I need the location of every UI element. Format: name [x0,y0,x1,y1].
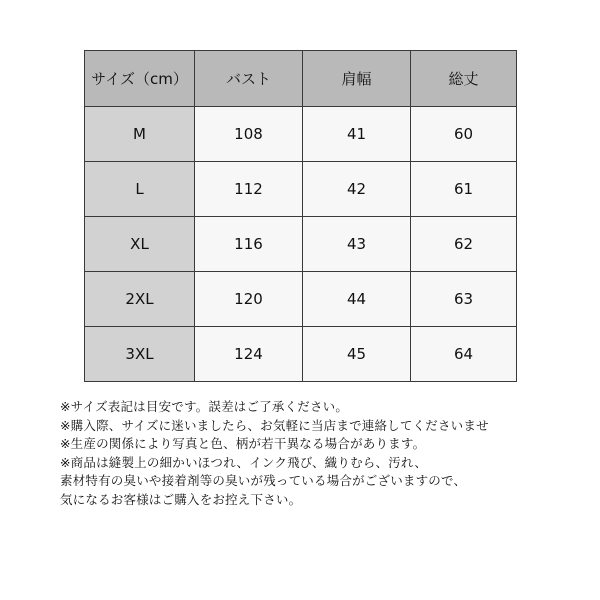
note-line: 気になるお客様はご購入をお控え下さい。 [60,491,302,507]
note-line: ※購入際、サイズに迷いましたら、お気軽に当店まで連絡してくださいませ [60,417,489,433]
header-bust: バスト [195,51,303,107]
shoulder-cell: 43 [303,217,411,272]
shoulder-cell: 44 [303,272,411,327]
table-row [85,107,517,162]
shoulder-cell: 41 [303,107,411,162]
header-size: サイズ（cm） [85,51,195,107]
bust-cell: 124 [195,327,303,382]
note-line: ※商品は縫製上の細かいほつれ、インク飛び、織りむら、汚れ、 [60,454,428,470]
bust-cell: 108 [195,107,303,162]
table-row [85,272,517,327]
size-cell: L [85,162,195,217]
size-notes [60,398,595,510]
header-row [85,51,517,107]
table-row [85,327,517,382]
length-cell: 63 [411,272,517,327]
length-cell: 64 [411,327,517,382]
size-cell: 2XL [85,272,195,327]
size-chart-body [85,107,517,382]
size-cell: XL [85,217,195,272]
length-cell: 62 [411,217,517,272]
bust-cell: 112 [195,162,303,217]
bust-cell: 120 [195,272,303,327]
bust-cell: 116 [195,217,303,272]
header-total-length: 総丈 [411,51,517,107]
table-row [85,217,517,272]
table-row [85,162,517,217]
shoulder-cell: 45 [303,327,411,382]
size-chart-header [85,51,517,107]
length-cell: 61 [411,162,517,217]
size-cell: M [85,107,195,162]
header-shoulder-width: 肩幅 [303,51,411,107]
shoulder-cell: 42 [303,162,411,217]
note-line: ※生産の関係により写真と色、柄が若干異なる場合があります。 [60,436,426,452]
size-chart-table [84,50,517,382]
note-line: 素材特有の臭いや接着剤等の臭いが残っている場合がございますので、 [60,473,467,489]
size-cell: 3XL [85,327,195,382]
note-line: ※サイズ表記は目安です。誤差はご了承ください。 [60,399,349,414]
length-cell: 60 [411,107,517,162]
